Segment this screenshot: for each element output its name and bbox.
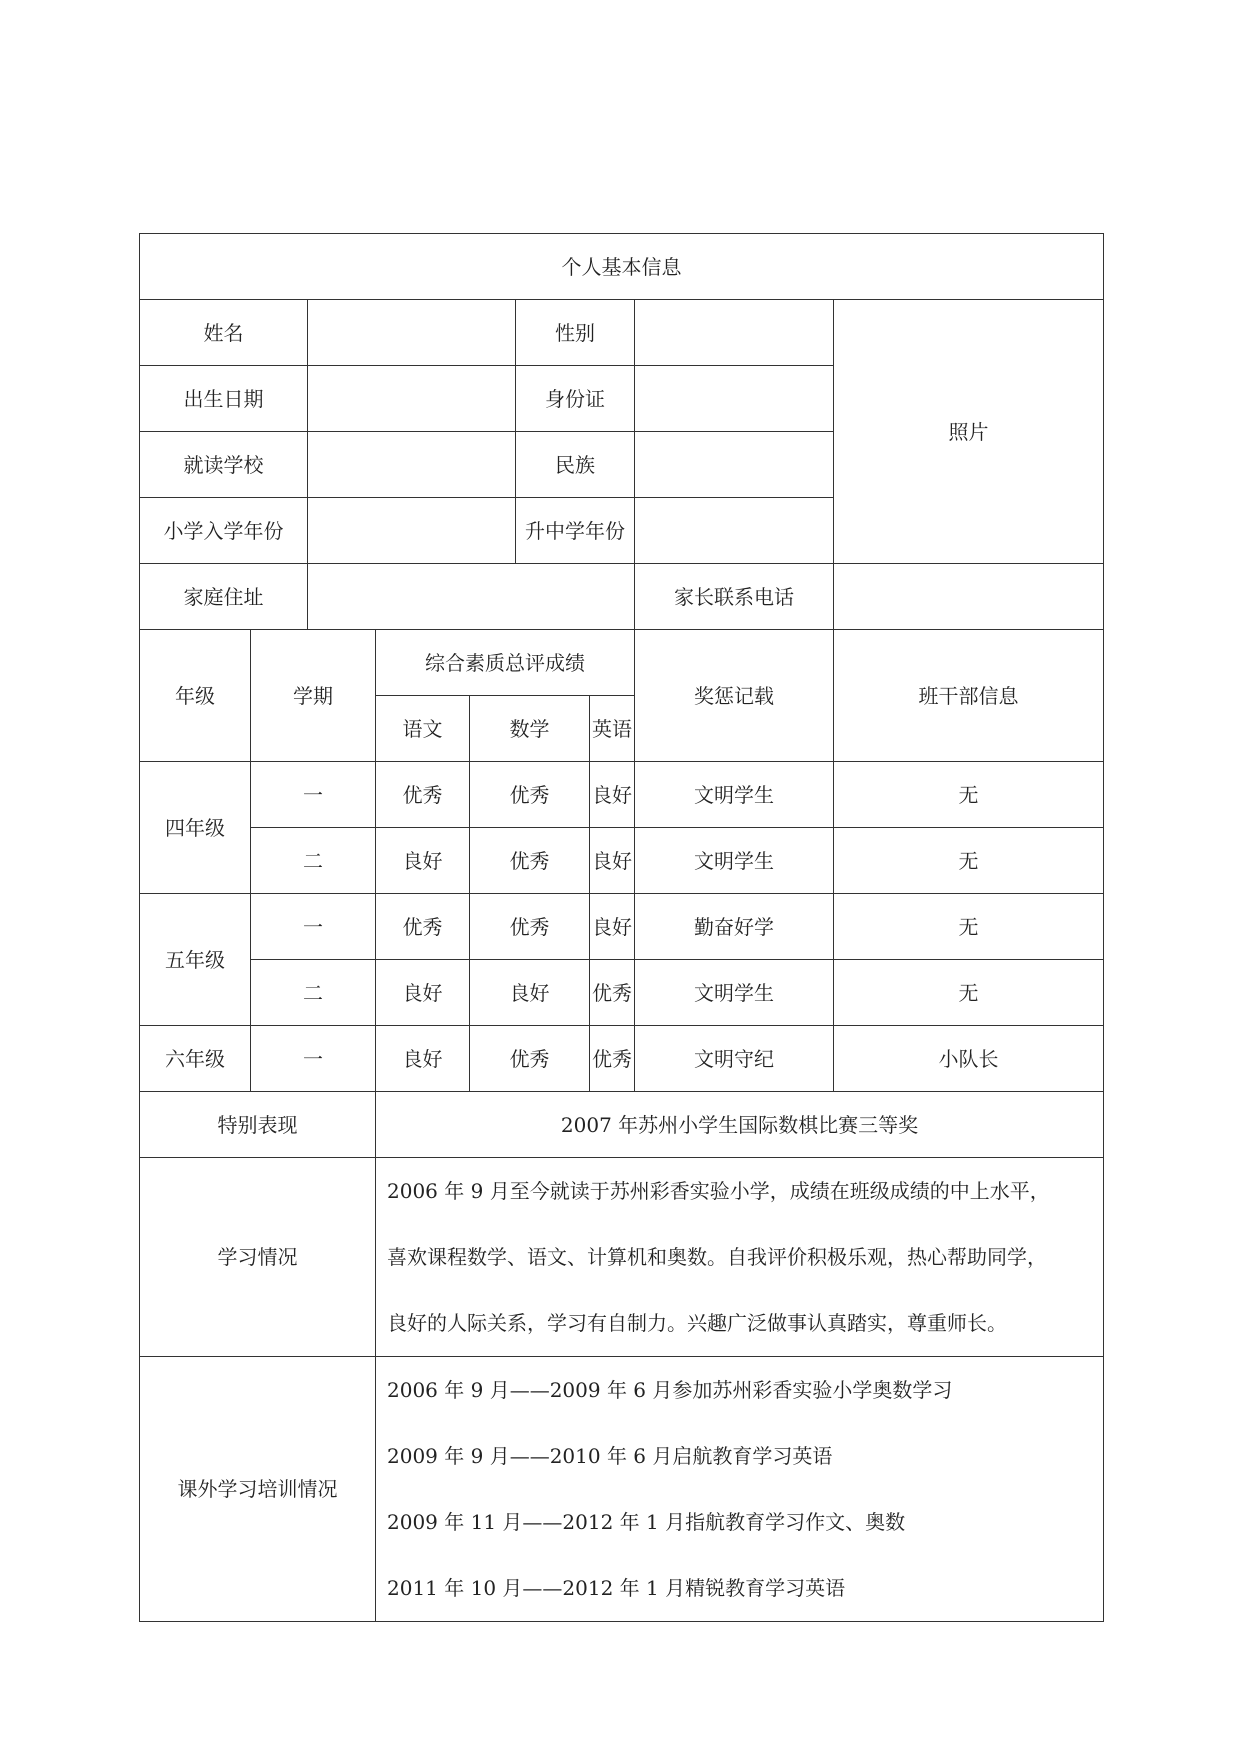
training-line: 2006 年 9 月——2009 年 6 月参加苏州彩香实验小学奥数学习 xyxy=(387,1378,953,1402)
student-info-form xyxy=(139,233,1104,1622)
cadre-cell: 无 xyxy=(834,960,1104,1026)
math-score: 良好 xyxy=(470,960,590,1026)
english-score: 良好 xyxy=(590,894,635,960)
chinese-score: 良好 xyxy=(376,1026,470,1092)
cadre-cell: 小队长 xyxy=(834,1026,1104,1092)
english-score: 优秀 xyxy=(590,1026,635,1092)
grade-cell: 四年级 xyxy=(140,762,251,894)
name-field xyxy=(308,300,516,366)
chinese-score: 优秀 xyxy=(376,762,470,828)
cadre-cell: 无 xyxy=(834,828,1104,894)
grade-row xyxy=(140,828,1104,894)
math-score: 优秀 xyxy=(470,828,590,894)
award-cell: 文明学生 xyxy=(635,762,834,828)
award-cell: 勤奋好学 xyxy=(635,894,834,960)
chinese-score: 优秀 xyxy=(376,894,470,960)
award-cell: 文明学生 xyxy=(635,960,834,1026)
address-field xyxy=(308,564,635,630)
chinese-score: 良好 xyxy=(376,828,470,894)
english-score: 优秀 xyxy=(590,960,635,1026)
birth-date-label: 出生日期 xyxy=(140,366,308,432)
term-cell: 二 xyxy=(251,828,376,894)
cadre-header: 班干部信息 xyxy=(834,630,1104,762)
id-card-label: 身份证 xyxy=(516,366,635,432)
study-text xyxy=(376,1158,1104,1357)
grade-cell: 六年级 xyxy=(140,1026,251,1092)
term-cell: 一 xyxy=(251,894,376,960)
math-score: 优秀 xyxy=(470,762,590,828)
english-header: 英语 xyxy=(590,696,635,762)
gender-label: 性别 xyxy=(516,300,635,366)
primary-entry-year-label: 小学入学年份 xyxy=(140,498,308,564)
study-label: 学习情况 xyxy=(140,1158,376,1357)
gender-field xyxy=(635,300,834,366)
middle-school-year-label: 升中学年份 xyxy=(516,498,635,564)
special-value: 2007 年苏州小学生国际数棋比赛三等奖 xyxy=(376,1092,1104,1158)
middle-school-year-field xyxy=(635,498,834,564)
score-header: 综合素质总评成绩 xyxy=(376,630,635,696)
photo-box: 照片 xyxy=(834,300,1104,564)
training-line: 2009 年 9 月——2010 年 6 月启航教育学习英语 xyxy=(387,1444,833,1468)
grade-header: 年级 xyxy=(140,630,251,762)
address-label: 家庭住址 xyxy=(140,564,308,630)
english-score: 良好 xyxy=(590,828,635,894)
grade-cell: 五年级 xyxy=(140,894,251,1026)
award-cell: 文明学生 xyxy=(635,828,834,894)
term-cell: 一 xyxy=(251,762,376,828)
cadre-cell: 无 xyxy=(834,894,1104,960)
study-line: 喜欢课程数学、语文、计算机和奥数。自我评价积极乐观，热心帮助同学， xyxy=(387,1245,1047,1269)
training-line: 2009 年 11 月——2012 年 1 月指航教育学习作文、奥数 xyxy=(387,1510,906,1534)
term-cell: 一 xyxy=(251,1026,376,1092)
parent-phone-label: 家长联系电话 xyxy=(635,564,834,630)
special-label: 特别表现 xyxy=(140,1092,376,1158)
school-field xyxy=(308,432,516,498)
math-header: 数学 xyxy=(470,696,590,762)
id-card-field xyxy=(635,366,834,432)
school-label: 就读学校 xyxy=(140,432,308,498)
parent-phone-field xyxy=(834,564,1104,630)
study-line: 2006 年 9 月至今就读于苏州彩香实验小学，成绩在班级成绩的中上水平， xyxy=(387,1179,1050,1203)
ethnicity-label: 民族 xyxy=(516,432,635,498)
cadre-cell: 无 xyxy=(834,762,1104,828)
training-text xyxy=(376,1357,1104,1622)
awards-header: 奖惩记载 xyxy=(635,630,834,762)
math-score: 优秀 xyxy=(470,1026,590,1092)
training-line: 2011 年 10 月——2012 年 1 月精锐教育学习英语 xyxy=(387,1576,846,1600)
math-score: 优秀 xyxy=(470,894,590,960)
chinese-header: 语文 xyxy=(376,696,470,762)
chinese-score: 良好 xyxy=(376,960,470,1026)
grade-row xyxy=(140,762,1104,828)
birth-date-field xyxy=(308,366,516,432)
form-title: 个人基本信息 xyxy=(140,234,1104,300)
award-cell: 文明守纪 xyxy=(635,1026,834,1092)
grade-row xyxy=(140,1026,1104,1092)
grade-row xyxy=(140,960,1104,1026)
name-label: 姓名 xyxy=(140,300,308,366)
term-header: 学期 xyxy=(251,630,376,762)
term-cell: 二 xyxy=(251,960,376,1026)
training-label: 课外学习培训情况 xyxy=(140,1357,376,1622)
study-line: 良好的人际关系，学习有自制力。兴趣广泛做事认真踏实，尊重师长。 xyxy=(387,1311,1007,1335)
grade-row xyxy=(140,894,1104,960)
primary-entry-year-field xyxy=(308,498,516,564)
ethnicity-field xyxy=(635,432,834,498)
english-score: 良好 xyxy=(590,762,635,828)
